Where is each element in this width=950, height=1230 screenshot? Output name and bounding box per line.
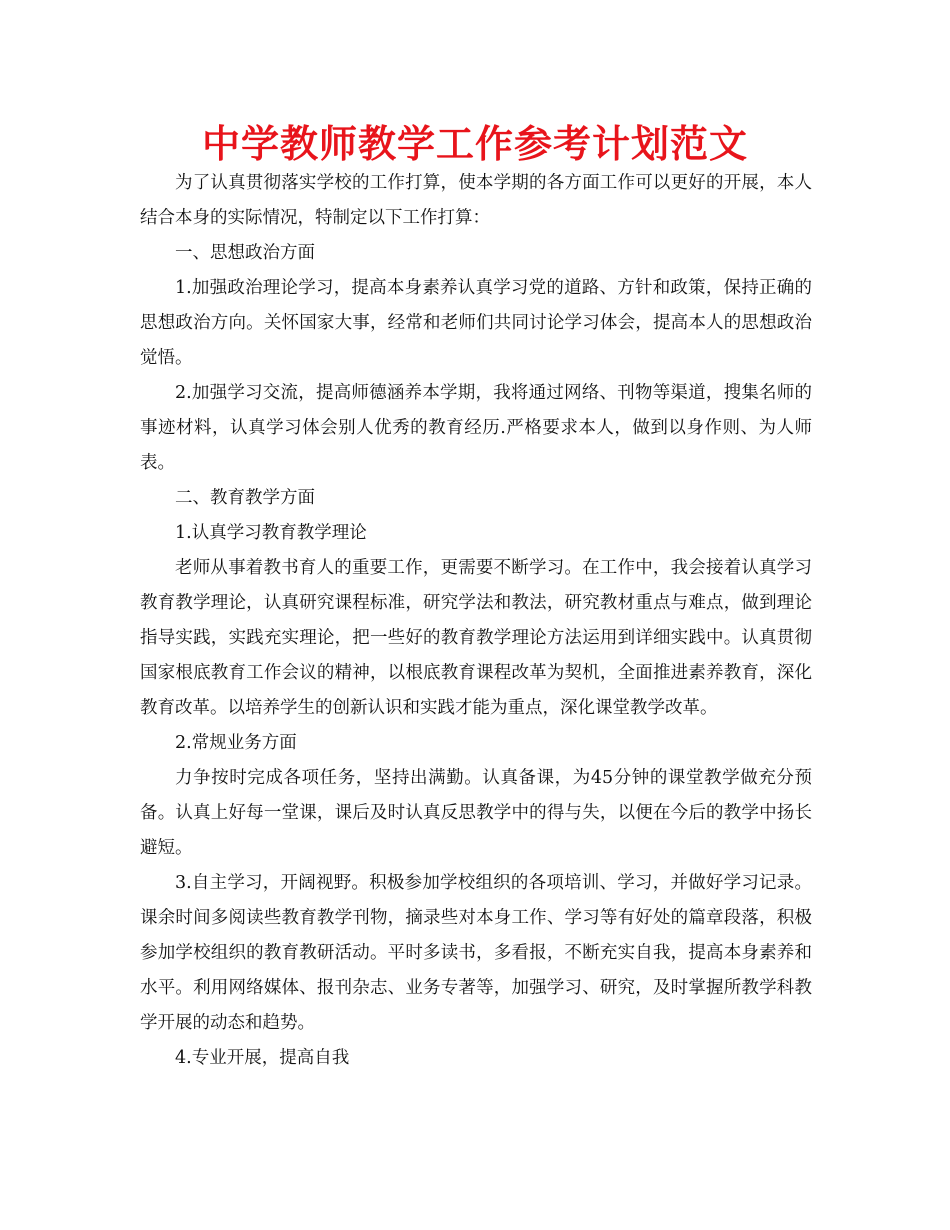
subheading-professional-development: 4.专业开展，提高自我 <box>175 1048 350 1068</box>
paragraph-study-exchange: 2.加强学习交流，提高师德涵养本学期，我将通过网络、刊物等渠道，搜集名师的事迹材料，认真学习体会别人优秀的教育经历.严格要求本人，做到以身作则、为人师表。 <box>140 383 812 473</box>
paragraph-routine-work: 力争按时完成各项任务，坚持出满勤。认真备课，为45分钟的课堂教学做充分预备。认真上好每一堂课，课后及时认真反思教学中的得与失，以便在今后的教学中扬长避短。 <box>140 768 812 858</box>
paragraph-theory-study: 老师从事着教书育人的重要工作，更需要不断学习。在工作中，我会接着认真学习教育教学理论，认真研究课程标准，研究学法和教法，研究教材重点与难点，做到理论指导实践，实践充实理论，把一些好的教育教学理论方法运用到详细实践中。认真贯彻国家根底教育工作会议的精神，以根底教育课程改革为契机，全面推进素养教育，深化教育改革。以培养学生的创新认识和实践才能为重点，深化课堂教学改革。 <box>140 558 812 718</box>
paragraph-political-study: 1.加强政治理论学习，提高本身素养认真学习党的道路、方针和政策，保持正确的思想政治方向。关怀国家大事，经常和老师们共同讨论学习体会，提高本人的思想政治觉悟。 <box>140 278 812 368</box>
document-body <box>140 166 812 1076</box>
subheading-theory-study: 1.认真学习教育教学理论 <box>175 523 367 543</box>
section-heading-politics: 一、思想政治方面 <box>175 243 315 263</box>
document-title: 中学教师教学工作参考计划范文 <box>201 122 748 166</box>
paragraph-intro: 为了认真贯彻落实学校的工作打算，使本学期的各方面工作可以更好的开展，本人结合本身的实际情况，特制定以下工作打算： <box>140 173 812 228</box>
paragraph-self-study: 3.自主学习，开阔视野。积极参加学校组织的各项培训、学习，并做好学习记录。课余时间多阅读些教育教学刊物，摘录些对本身工作、学习等有好处的篇章段落，积极参加学校组织的教育教研活动。平时多读书，多看报，不断充实自我，提高本身素养和水平。利用网络媒体、报刊杂志、业务专著等，加强学习、研究，及时掌握所教学科教学开展的动态和趋势。 <box>140 873 812 1033</box>
section-heading-teaching: 二、教育教学方面 <box>175 488 315 508</box>
subheading-routine-work: 2.常规业务方面 <box>175 733 297 753</box>
